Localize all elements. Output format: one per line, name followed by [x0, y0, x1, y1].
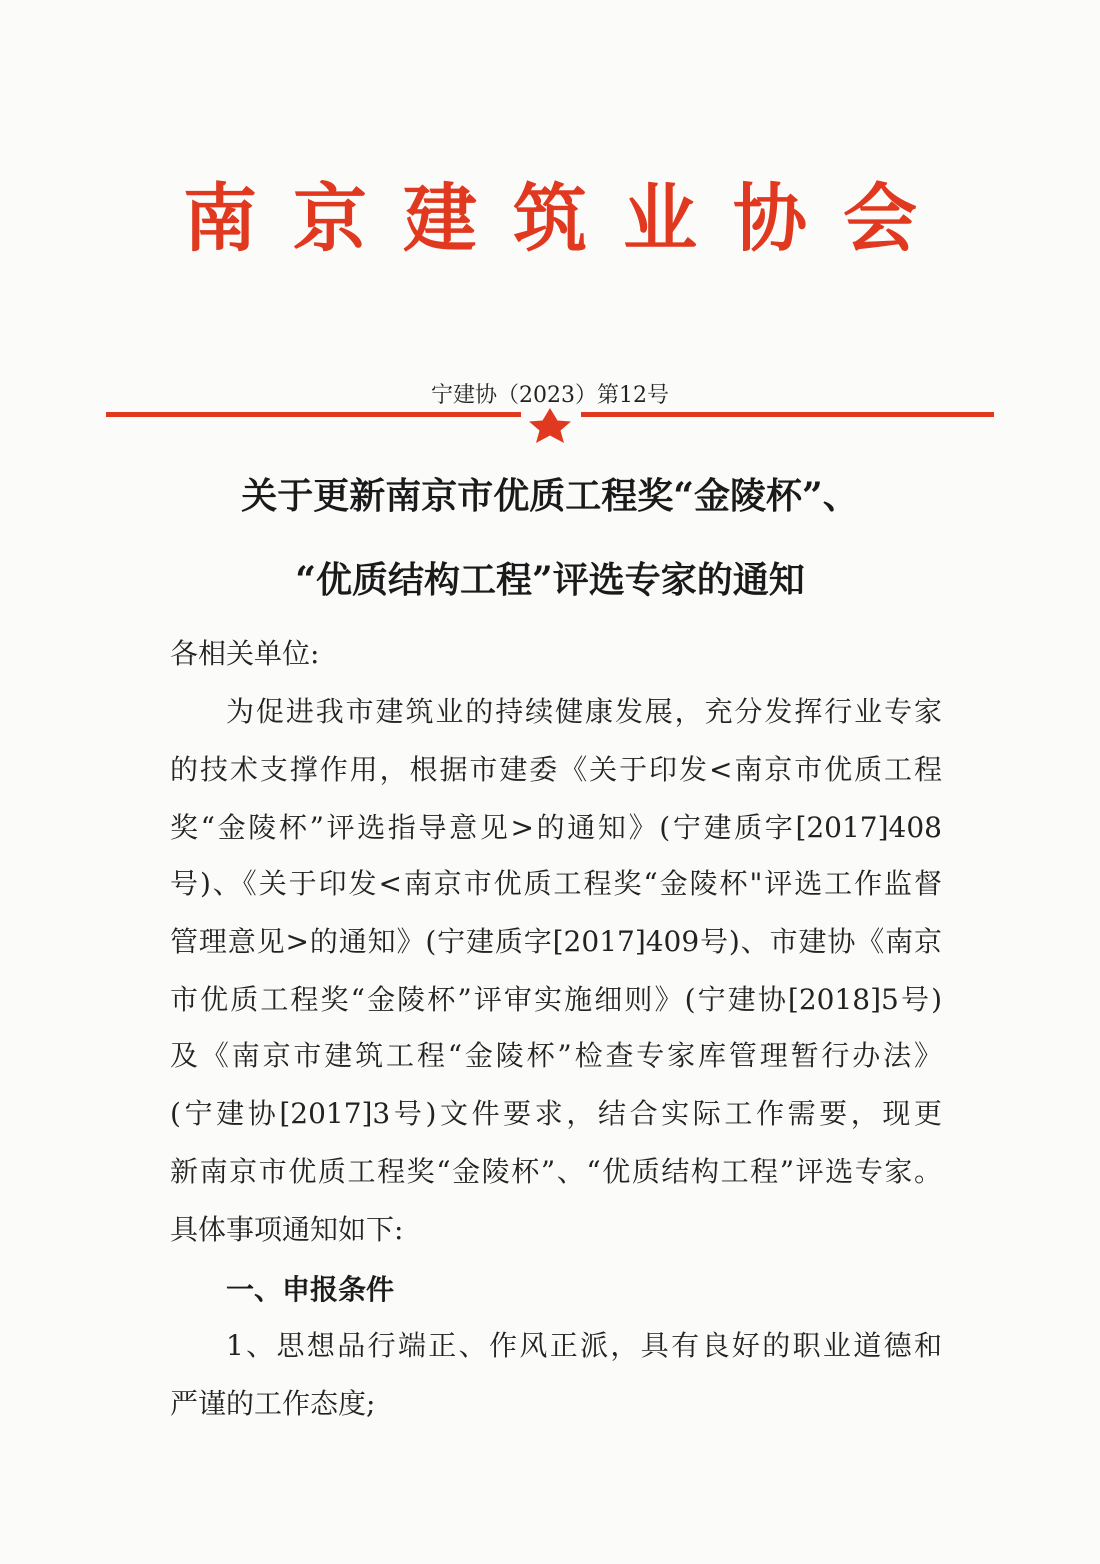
- notice-title-line-2: “优质结构工程”评选专家的通知: [295, 559, 805, 601]
- red-divider-with-star: [106, 408, 994, 444]
- list-item-line: 1、思想品行端正、作风正派，具有良好的职业道德和: [226, 1329, 942, 1362]
- salutation: 各相关单位:: [170, 637, 320, 670]
- document-number: 宁建协（2023）第12号: [431, 383, 669, 408]
- paragraph-line: 新南京市优质工程奖“金陵杯”、“优质结构工程”评选专家。: [170, 1155, 942, 1188]
- paragraph-line: 号)、《关于印发<南京市优质工程奖“金陵杯"评选工作监督: [170, 867, 942, 900]
- paragraph-line: 管理意见>的通知》(宁建质字[2017]409号)、市建协《南京: [170, 925, 942, 958]
- paragraph-line: 的技术支撑作用，根据市建委《关于印发<南京市优质工程: [170, 753, 942, 786]
- organization-letterhead: 南京建筑业协会: [183, 176, 953, 262]
- star-icon: [529, 408, 571, 443]
- paragraph-line: 为促进我市建筑业的持续健康发展，充分发挥行业专家: [226, 695, 942, 728]
- list-item-line: 严谨的工作态度;: [170, 1387, 376, 1420]
- notice-title-line-1: 关于更新南京市优质工程奖“金陵杯”、: [241, 475, 859, 517]
- paragraph-line: 市优质工程奖“金陵杯”评审实施细则》(宁建协[2018]5号): [170, 983, 942, 1016]
- paragraph-line: 具体事项通知如下:: [170, 1213, 404, 1246]
- divider-line-right: [581, 412, 994, 417]
- paragraph-line: 奖“金陵杯”评选指导意见>的通知》(宁建质字[2017]408: [170, 811, 942, 844]
- paragraph-line: 及《南京市建筑工程“金陵杯”检查专家库管理暂行办法》: [170, 1039, 942, 1072]
- section-heading: 一、申报条件: [226, 1273, 395, 1306]
- divider-line-left: [106, 412, 521, 417]
- paragraph-line: (宁建协[2017]3号)文件要求，结合实际工作需要，现更: [170, 1097, 942, 1130]
